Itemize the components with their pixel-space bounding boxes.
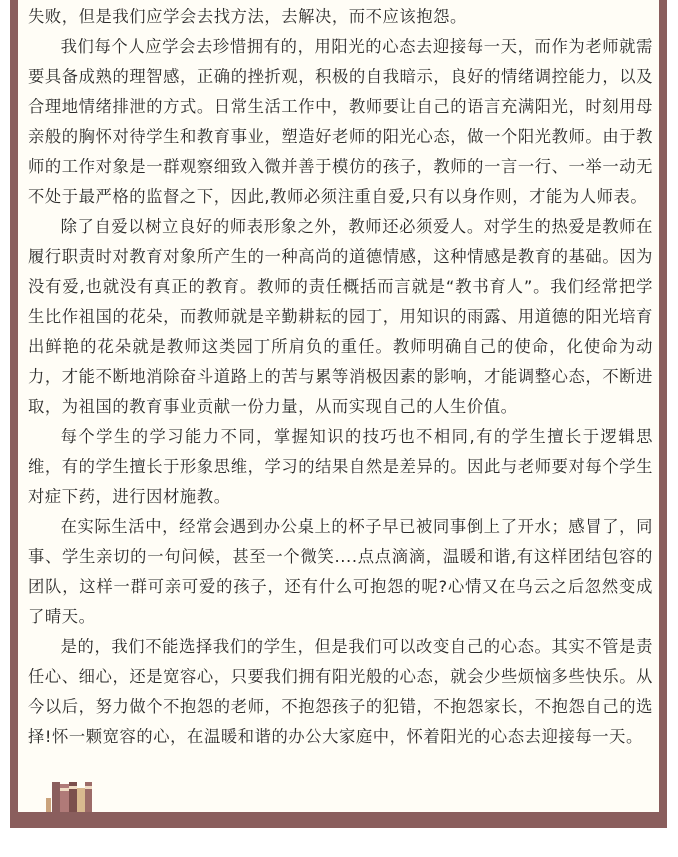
paragraph: 在实际生活中，经常会遇到办公桌上的杯子早已被同事倒上了开水；感冒了，同事、学生亲切的一句问候，甚至一个微笑....点点滴滴，温暖和谐,有这样团结包容的团队，这样一群可亲可爱的孩子，还有什么可抱怨的呢?心情又在乌云之后忽然变成了晴天。 <box>28 517 653 626</box>
article-body <box>28 2 653 752</box>
paragraph: 除了自爱以树立良好的师表形象之外，教师还必须爱人。对学生的热爱是教师在履行职责时对教育对象所产生的一种高尚的道德情感，这种情感是教育的基础。因为没有爱,也就没有真正的教育。教师的责任概括而言就是“教书育人”。我们经常把学生比作祖国的花朵，而教师就是辛勤耕耘的园丁，用知识的雨露、用道德的阳光培育出鲜艳的花朵就是教师这类园丁所肩负的重任。教师明确自己的使命，化使命为动力，才能不断地消除奋斗道路上的苦与累等消极因素的影响，才能调整心态，不断进取，为祖国的教育事业贡献一份力量，从而实现自己的人生价值。 <box>28 217 653 416</box>
paragraph-continuation: 失败，但是我们应学会去找方法，去解决，而不应该抱怨。 <box>28 7 467 26</box>
paragraph: 我们每个人应学会去珍惜拥有的，用阳光的心态去迎接每一天，而作为老师就需要具备成熟的理智感，正确的挫折观，积极的自我暗示，良好的情绪调控能力，以及合理地情绪排泄的方式。日常生活工作中，教师要让自己的语言充满阳光，时刻用母亲般的胸怀对待学生和教育事业，塑造好老师的阳光心态，做一个阳光教师。由于教师的工作对象是一群观察细致入微并善于模仿的孩子，教师的一言一行、一举一动无不处于最严格的监督之下，因此,教师必须注重自爱,只有以身作则，才能为人师表。 <box>28 37 653 206</box>
paragraph: 是的，我们不能选择我们的学生，但是我们可以改变自己的心态。其实不管是责任心、细心，还是宽容心，只要我们拥有阳光般的心态，就会少些烦恼多些快乐。从今以后，努力做个不抱怨的老师，不抱怨孩子的犯错，不抱怨家长，不抱怨自己的选择!怀一颗宽容的心，在温暖和谐的办公大家庭中，怀着阳光的心态去迎接每一天。 <box>28 637 653 746</box>
books-icon <box>42 782 94 812</box>
page-frame <box>10 0 667 828</box>
paragraph: 每个学生的学习能力不同，掌握知识的技巧也不相同,有的学生擅长于逻辑思维，有的学生擅长于形象思维，学习的结果自然是差异的。因此与老师要对每个学生对症下药，进行因材施教。 <box>28 427 653 506</box>
article-card <box>18 0 659 812</box>
